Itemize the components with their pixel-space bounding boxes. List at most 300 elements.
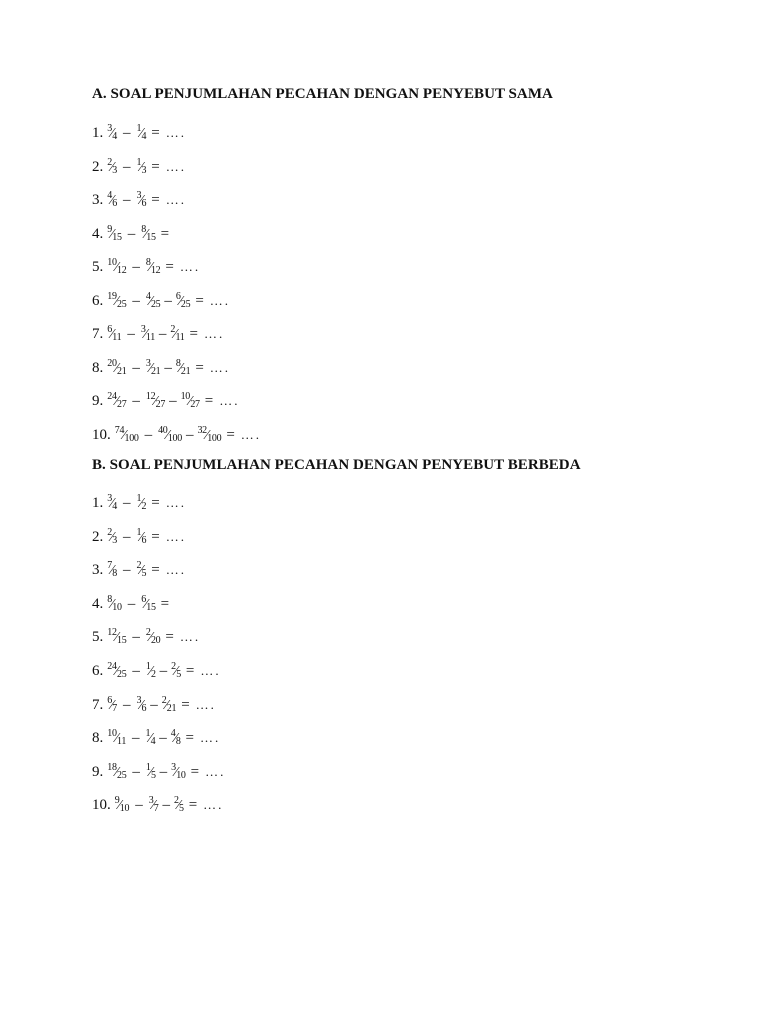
fraction-numerator: 6 bbox=[107, 694, 112, 706]
minus-sign: – bbox=[169, 393, 177, 409]
answer-blank: …. bbox=[203, 797, 224, 813]
problem-row bbox=[92, 590, 169, 618]
minus-sign: – bbox=[127, 595, 136, 612]
fraction-denominator: 5 bbox=[150, 769, 156, 781]
fraction-numerator: 3 bbox=[171, 761, 176, 773]
problem-row bbox=[92, 724, 220, 752]
problem-number: 2. bbox=[92, 158, 104, 175]
problem-number: 10. bbox=[92, 426, 111, 443]
fraction bbox=[146, 758, 156, 786]
answer-blank: …. bbox=[165, 125, 186, 140]
fraction-slash: ⁄ bbox=[188, 394, 192, 409]
minus-sign: – bbox=[144, 426, 153, 443]
fraction-slash: ⁄ bbox=[110, 159, 114, 175]
fraction-numerator: 3 bbox=[107, 493, 112, 504]
fraction-slash: ⁄ bbox=[118, 798, 121, 814]
fraction bbox=[181, 387, 200, 415]
fraction bbox=[146, 354, 160, 382]
fraction-numerator: 4 bbox=[107, 190, 112, 201]
fraction-numerator: 3 bbox=[136, 694, 142, 706]
fraction-numerator: 2 bbox=[107, 156, 112, 168]
fraction bbox=[107, 691, 117, 719]
fraction-denominator: 3 bbox=[112, 164, 117, 176]
minus-sign: – bbox=[159, 663, 168, 679]
fraction-numerator: 32 bbox=[197, 424, 207, 436]
fraction bbox=[107, 119, 117, 147]
fraction-slash: ⁄ bbox=[110, 529, 114, 545]
fraction-numerator: 8 bbox=[141, 223, 146, 235]
problem-number: 9. bbox=[92, 763, 104, 780]
problem-row bbox=[92, 556, 186, 584]
fraction-slash: ⁄ bbox=[144, 226, 148, 242]
fraction-denominator: 8 bbox=[175, 736, 181, 748]
fraction-denominator: 15 bbox=[117, 635, 127, 647]
minus-sign: – bbox=[132, 763, 140, 780]
fraction-denominator: 12 bbox=[150, 265, 161, 276]
fraction bbox=[107, 724, 126, 752]
fraction-slash: ⁄ bbox=[140, 697, 143, 713]
answer-blank: …. bbox=[179, 629, 201, 645]
problem-number: 6. bbox=[92, 292, 104, 309]
fraction-slash: ⁄ bbox=[140, 496, 143, 511]
fraction-slash: ⁄ bbox=[140, 193, 143, 208]
fraction bbox=[107, 220, 121, 248]
answer-blank: …. bbox=[219, 393, 240, 408]
minus-sign: – bbox=[123, 495, 131, 511]
answer-blank: …. bbox=[209, 292, 231, 308]
minus-sign: – bbox=[158, 326, 167, 342]
fraction-numerator: 7 bbox=[107, 560, 112, 572]
problem-row bbox=[92, 758, 225, 786]
answer-blank: …. bbox=[203, 326, 225, 341]
fraction bbox=[107, 523, 117, 551]
fraction bbox=[107, 590, 121, 618]
fraction bbox=[107, 186, 117, 214]
fraction bbox=[107, 758, 126, 786]
fraction bbox=[146, 253, 160, 281]
fraction-slash: ⁄ bbox=[140, 159, 143, 175]
fraction bbox=[146, 287, 160, 315]
fraction-slash: ⁄ bbox=[115, 360, 118, 376]
problem-row bbox=[92, 354, 230, 382]
fraction bbox=[162, 691, 176, 719]
answer-blank: …. bbox=[209, 359, 231, 375]
fraction-slash: ⁄ bbox=[149, 360, 152, 376]
fraction bbox=[107, 556, 117, 584]
fraction bbox=[107, 320, 121, 348]
fraction-slash: ⁄ bbox=[110, 563, 114, 579]
fraction bbox=[146, 387, 165, 415]
equals-sign: = bbox=[189, 326, 198, 342]
fraction-slash: ⁄ bbox=[174, 764, 178, 780]
fraction bbox=[197, 421, 221, 449]
fraction-numerator: 40 bbox=[158, 424, 168, 436]
fraction-numerator: 3 bbox=[140, 324, 146, 335]
fraction-slash: ⁄ bbox=[115, 764, 118, 780]
fraction-slash: ⁄ bbox=[140, 529, 143, 545]
problem-number: 9. bbox=[92, 393, 104, 409]
problem-row bbox=[92, 287, 230, 315]
fraction-numerator: 1 bbox=[136, 493, 142, 504]
minus-sign: – bbox=[123, 528, 131, 545]
problem-number: 1. bbox=[92, 125, 104, 141]
fraction bbox=[174, 791, 184, 819]
fraction-slash: ⁄ bbox=[174, 664, 178, 679]
problem-row bbox=[92, 691, 216, 719]
answer-blank: …. bbox=[165, 495, 186, 510]
fraction bbox=[137, 523, 147, 551]
fraction-denominator: 10 bbox=[176, 769, 186, 781]
minus-sign: – bbox=[164, 359, 172, 376]
equals-sign: = bbox=[165, 629, 174, 646]
fraction-denominator: 6 bbox=[112, 198, 117, 209]
fraction-numerator: 10 bbox=[180, 391, 190, 402]
fraction-numerator: 8 bbox=[175, 357, 181, 369]
fraction-slash: ⁄ bbox=[149, 664, 152, 679]
equals-sign: = bbox=[190, 763, 200, 780]
fraction-denominator: 11 bbox=[112, 332, 122, 343]
minus-sign: – bbox=[159, 763, 168, 780]
fraction-slash: ⁄ bbox=[149, 260, 152, 275]
fraction-denominator: 4 bbox=[112, 131, 117, 142]
fraction-numerator: 1 bbox=[145, 761, 151, 773]
fraction-denominator: 21 bbox=[180, 365, 191, 377]
fraction bbox=[107, 253, 126, 281]
fraction-denominator: 21 bbox=[166, 702, 177, 714]
fraction-denominator: 3 bbox=[141, 164, 147, 176]
equals-sign: = bbox=[185, 663, 195, 679]
fraction-numerator: 4 bbox=[145, 290, 151, 302]
fraction-slash: ⁄ bbox=[149, 731, 152, 747]
minus-sign: – bbox=[162, 797, 170, 814]
equals-sign: = bbox=[151, 158, 160, 175]
fraction-numerator: 2 bbox=[170, 324, 176, 335]
problem-row bbox=[92, 523, 186, 551]
fraction-denominator: 27 bbox=[117, 399, 127, 410]
fraction-slash: ⁄ bbox=[149, 764, 152, 780]
fraction-slash: ⁄ bbox=[123, 427, 126, 443]
answer-blank: …. bbox=[205, 763, 226, 779]
problem-row bbox=[92, 186, 186, 214]
fraction bbox=[137, 119, 147, 147]
fraction-denominator: 15 bbox=[146, 601, 156, 613]
section-a-heading: A. SOAL PENJUMLAHAN PECAHAN DENGAN PENYEBUT SAMA bbox=[92, 86, 553, 102]
fraction bbox=[146, 623, 160, 651]
fraction-slash: ⁄ bbox=[166, 427, 169, 443]
minus-sign: – bbox=[127, 326, 135, 342]
fraction-slash: ⁄ bbox=[110, 327, 114, 342]
minus-sign: – bbox=[164, 292, 172, 309]
fraction-slash: ⁄ bbox=[115, 630, 118, 646]
minus-sign: – bbox=[132, 292, 140, 309]
section-b-heading: B. SOAL PENJUMLAHAN PECAHAN DENGAN PENYEBUT BERBEDA bbox=[92, 457, 581, 473]
minus-sign: – bbox=[150, 696, 158, 713]
fraction bbox=[115, 421, 139, 449]
minus-sign: – bbox=[132, 663, 140, 679]
fraction-numerator: 6 bbox=[141, 593, 146, 605]
fraction bbox=[107, 387, 126, 415]
minus-sign: – bbox=[123, 562, 131, 579]
minus-sign: – bbox=[132, 359, 140, 376]
equals-sign: = bbox=[151, 192, 160, 208]
problem-number: 8. bbox=[92, 359, 104, 376]
answer-blank: …. bbox=[165, 562, 186, 578]
fraction bbox=[141, 320, 155, 348]
problem-row bbox=[92, 153, 186, 181]
fraction-slash: ⁄ bbox=[205, 427, 209, 443]
equals-sign: = bbox=[226, 426, 235, 443]
fraction-denominator: 100 bbox=[167, 432, 182, 444]
fraction-denominator: 2 bbox=[150, 669, 156, 680]
fraction-numerator: 9 bbox=[114, 795, 120, 807]
fraction bbox=[170, 320, 184, 348]
fraction-slash: ⁄ bbox=[115, 731, 118, 747]
fraction-denominator: 21 bbox=[117, 365, 127, 377]
fraction bbox=[107, 489, 117, 517]
fraction bbox=[107, 623, 126, 651]
problem-row bbox=[92, 421, 261, 449]
fraction-denominator: 6 bbox=[141, 198, 147, 209]
equals-sign: = bbox=[165, 259, 174, 275]
fraction-numerator: 2 bbox=[161, 694, 167, 706]
fraction-numerator: 20 bbox=[107, 357, 117, 369]
problem-number: 4. bbox=[92, 225, 104, 242]
fraction-slash: ⁄ bbox=[115, 293, 118, 309]
fraction-denominator: 11 bbox=[145, 332, 155, 343]
fraction-slash: ⁄ bbox=[149, 630, 152, 646]
fraction-slash: ⁄ bbox=[110, 226, 114, 242]
equals-sign: = bbox=[204, 393, 214, 409]
fraction-slash: ⁄ bbox=[179, 293, 182, 309]
fraction-denominator: 4 bbox=[112, 501, 117, 512]
fraction-slash: ⁄ bbox=[115, 664, 118, 679]
fraction-slash: ⁄ bbox=[140, 563, 143, 579]
fraction bbox=[171, 657, 181, 685]
fraction-denominator: 4 bbox=[150, 736, 156, 748]
fraction-numerator: 8 bbox=[145, 257, 151, 268]
fraction-numerator: 12 bbox=[107, 627, 117, 639]
answer-blank: …. bbox=[165, 158, 186, 174]
minus-sign: – bbox=[123, 192, 131, 208]
fraction bbox=[107, 354, 126, 382]
minus-sign: – bbox=[132, 393, 140, 409]
problem-row bbox=[92, 657, 221, 685]
fraction-slash: ⁄ bbox=[115, 260, 118, 275]
fraction-slash: ⁄ bbox=[144, 327, 147, 342]
minus-sign: – bbox=[132, 629, 140, 646]
answer-blank: …. bbox=[179, 259, 201, 274]
fraction-denominator: 27 bbox=[190, 399, 200, 410]
answer-blank: …. bbox=[165, 192, 186, 207]
fraction-numerator: 1 bbox=[136, 123, 142, 134]
equals-sign: = bbox=[195, 292, 204, 309]
fraction-slash: ⁄ bbox=[152, 798, 155, 814]
problem-row bbox=[92, 320, 224, 348]
fraction-denominator: 5 bbox=[141, 568, 147, 580]
problem-row bbox=[92, 387, 239, 415]
fraction bbox=[137, 691, 147, 719]
fraction-denominator: 6 bbox=[141, 702, 147, 714]
minus-sign: – bbox=[159, 730, 167, 747]
problem-row bbox=[92, 623, 200, 651]
fraction-numerator: 18 bbox=[107, 761, 117, 773]
fraction-denominator: 25 bbox=[180, 298, 191, 310]
equals-sign: = bbox=[195, 359, 204, 376]
fraction bbox=[176, 354, 190, 382]
fraction-numerator: 12 bbox=[145, 391, 156, 402]
problem-number: 8. bbox=[92, 730, 104, 747]
fraction-slash: ⁄ bbox=[177, 798, 180, 814]
fraction-denominator: 7 bbox=[153, 803, 159, 815]
fraction bbox=[176, 287, 190, 315]
fraction-denominator: 15 bbox=[146, 231, 156, 243]
problem-row bbox=[92, 220, 169, 248]
fraction-slash: ⁄ bbox=[110, 697, 114, 713]
problem-number: 5. bbox=[92, 629, 104, 646]
answer-blank: …. bbox=[200, 730, 221, 746]
equals-sign: = bbox=[188, 797, 198, 814]
fraction-numerator: 74 bbox=[114, 424, 125, 436]
fraction bbox=[115, 791, 129, 819]
answer-blank: …. bbox=[240, 426, 262, 442]
fraction-slash: ⁄ bbox=[179, 360, 182, 376]
minus-sign: – bbox=[123, 125, 131, 141]
fraction-slash: ⁄ bbox=[154, 394, 157, 409]
fraction-denominator: 27 bbox=[155, 399, 166, 410]
fraction-denominator: 20 bbox=[150, 635, 161, 647]
fraction-numerator: 2 bbox=[145, 627, 151, 639]
minus-sign: – bbox=[123, 158, 131, 175]
equals-sign: = bbox=[185, 730, 194, 747]
fraction-denominator: 12 bbox=[117, 265, 127, 276]
problem-number: 7. bbox=[92, 696, 104, 713]
equals-sign: = bbox=[151, 528, 160, 545]
fraction-numerator: 6 bbox=[175, 290, 181, 302]
fraction-numerator: 2 bbox=[136, 560, 142, 572]
fraction-numerator: 9 bbox=[107, 223, 112, 235]
minus-sign: – bbox=[123, 696, 131, 713]
minus-sign: – bbox=[135, 797, 143, 814]
fraction-denominator: 21 bbox=[150, 365, 161, 377]
fraction-numerator: 1 bbox=[145, 728, 151, 740]
fraction-numerator: 1 bbox=[136, 156, 142, 168]
problem-row bbox=[92, 489, 186, 517]
fraction-denominator: 4 bbox=[141, 131, 147, 142]
problem-number: 10. bbox=[92, 797, 111, 814]
fraction-slash: ⁄ bbox=[174, 731, 177, 747]
fraction bbox=[158, 421, 182, 449]
equals-sign: = bbox=[181, 696, 190, 713]
fraction-slash: ⁄ bbox=[144, 596, 148, 612]
problem-number: 5. bbox=[92, 259, 104, 275]
fraction-denominator: 100 bbox=[207, 432, 222, 444]
fraction bbox=[141, 220, 155, 248]
fraction bbox=[107, 657, 126, 685]
problem-number: 2. bbox=[92, 528, 104, 545]
fraction-denominator: 3 bbox=[112, 534, 117, 546]
equals-sign: = bbox=[160, 225, 170, 242]
fraction-numerator: 1 bbox=[136, 526, 142, 538]
fraction-slash: ⁄ bbox=[115, 394, 118, 409]
fraction-denominator: 5 bbox=[176, 669, 181, 680]
fraction bbox=[137, 186, 147, 214]
fraction bbox=[107, 153, 117, 181]
equals-sign: = bbox=[151, 125, 160, 141]
fraction bbox=[137, 153, 147, 181]
problem-row bbox=[92, 119, 186, 147]
problem-number: 4. bbox=[92, 595, 104, 612]
fraction-numerator: 3 bbox=[136, 190, 142, 201]
fraction-slash: ⁄ bbox=[110, 496, 114, 511]
fraction-denominator: 25 bbox=[117, 298, 127, 310]
answer-blank: …. bbox=[200, 663, 221, 678]
fraction-numerator: 3 bbox=[145, 357, 151, 369]
minus-sign: – bbox=[132, 259, 140, 275]
problem-number: 6. bbox=[92, 663, 104, 679]
fraction-slash: ⁄ bbox=[140, 126, 143, 141]
fraction-numerator: 10 bbox=[107, 257, 117, 268]
fraction bbox=[171, 758, 185, 786]
problem-row bbox=[92, 791, 223, 819]
fraction bbox=[137, 489, 147, 517]
minus-sign: – bbox=[127, 225, 136, 242]
minus-sign: – bbox=[132, 730, 140, 747]
equals-sign: = bbox=[151, 562, 160, 579]
fraction-slash: ⁄ bbox=[174, 327, 177, 342]
fraction-slash: ⁄ bbox=[110, 596, 114, 612]
fraction-slash: ⁄ bbox=[149, 293, 152, 309]
fraction bbox=[137, 556, 147, 584]
equals-sign: = bbox=[151, 495, 160, 511]
fraction-slash: ⁄ bbox=[110, 193, 114, 208]
problem-row bbox=[92, 253, 200, 281]
fraction bbox=[149, 791, 159, 819]
fraction bbox=[107, 287, 126, 315]
fraction bbox=[146, 657, 156, 685]
fraction-denominator: 25 bbox=[117, 769, 127, 781]
fraction-numerator: 4 bbox=[170, 728, 176, 740]
fraction-numerator: 24 bbox=[107, 661, 117, 672]
fraction-numerator: 3 bbox=[107, 123, 112, 134]
fraction-denominator: 6 bbox=[141, 534, 147, 546]
fraction-numerator: 24 bbox=[107, 391, 117, 402]
fraction-denominator: 10 bbox=[119, 803, 130, 815]
fraction-numerator: 19 bbox=[107, 290, 117, 302]
fraction-denominator: 11 bbox=[175, 332, 185, 343]
fraction-numerator: 6 bbox=[107, 324, 112, 335]
answer-blank: …. bbox=[165, 528, 186, 544]
fraction-numerator: 2 bbox=[173, 795, 179, 807]
fraction bbox=[141, 590, 155, 618]
fraction bbox=[146, 724, 156, 752]
fraction-numerator: 2 bbox=[107, 526, 112, 538]
problem-number: 3. bbox=[92, 562, 104, 579]
problem-number: 7. bbox=[92, 326, 104, 342]
fraction-numerator: 1 bbox=[145, 661, 151, 672]
minus-sign: – bbox=[185, 426, 194, 443]
fraction-denominator: 100 bbox=[124, 432, 139, 444]
fraction-slash: ⁄ bbox=[110, 126, 114, 141]
problem-number: 3. bbox=[92, 192, 104, 208]
fraction-denominator: 10 bbox=[112, 601, 122, 613]
fraction-numerator: 10 bbox=[107, 728, 117, 740]
fraction-denominator: 7 bbox=[112, 702, 117, 714]
fraction-denominator: 5 bbox=[179, 803, 184, 815]
fraction-denominator: 2 bbox=[141, 501, 147, 512]
problem-number: 1. bbox=[92, 495, 104, 511]
fraction-numerator: 2 bbox=[171, 661, 176, 672]
answer-blank: …. bbox=[195, 696, 216, 712]
